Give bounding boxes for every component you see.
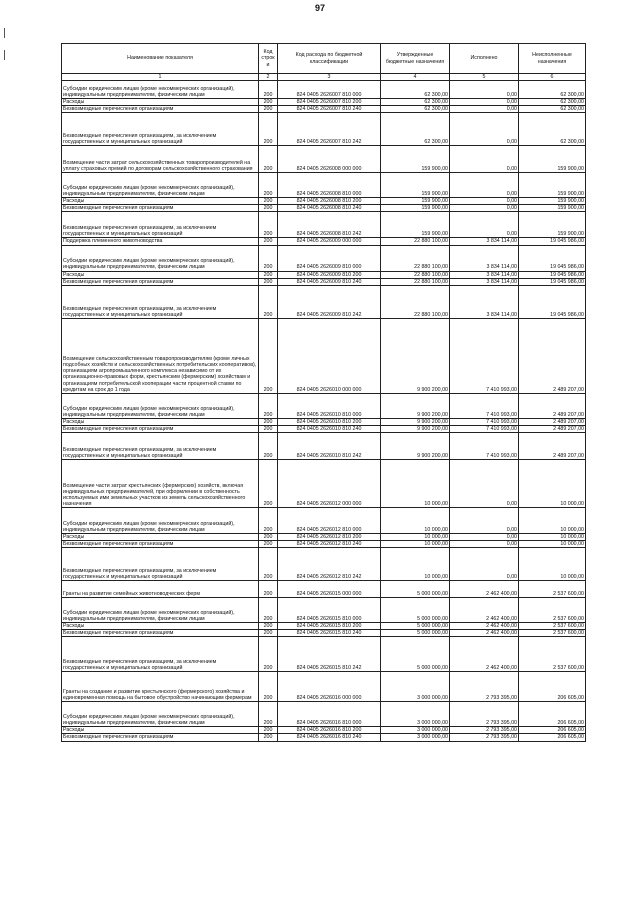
row-name: Безвозмездные перечисления организациям <box>62 541 259 548</box>
table-row <box>62 212 586 238</box>
row-name: Субсидии юридическим лицам (кроме некоммерческих организаций), индивидуальным предпринимателям, физическим лицам <box>62 81 259 99</box>
row-name: Безвозмездные перечисления организациям, за исключением государственных и муниципальных организаций <box>62 212 259 238</box>
header-classification-code: Код расхода по бюджетной классификации <box>278 44 381 74</box>
row-unexecuted: 19 045 986,00 <box>519 285 586 318</box>
table-row <box>62 533 586 540</box>
margin-mark <box>4 28 5 38</box>
row-line-code: 200 <box>259 146 278 173</box>
table-row <box>62 418 586 425</box>
table-row <box>62 548 586 581</box>
row-classification-code: 824 0405 2626007 810 200 <box>278 99 381 106</box>
table-row <box>62 581 586 598</box>
row-line-code: 200 <box>259 285 278 318</box>
row-approved: 9 900 200,00 <box>381 418 450 425</box>
row-line-code: 200 <box>259 548 278 581</box>
row-classification-code: 824 0405 2626015 000 000 <box>278 581 381 598</box>
row-executed: 0,00 <box>450 212 519 238</box>
row-approved: 22 880 100,00 <box>381 278 450 285</box>
row-executed: 0,00 <box>450 205 519 212</box>
row-classification-code: 824 0405 2626015 810 240 <box>278 630 381 637</box>
row-line-code: 200 <box>259 245 278 271</box>
row-executed: 3 834 114,00 <box>450 285 519 318</box>
table-row <box>62 245 586 271</box>
row-executed: 0,00 <box>450 81 519 99</box>
row-unexecuted: 206 605,00 <box>519 727 586 734</box>
row-classification-code: 824 0405 2626012 000 000 <box>278 459 381 507</box>
row-line-code: 200 <box>259 106 278 113</box>
table-row <box>62 99 586 106</box>
row-approved: 5 000 000,00 <box>381 623 450 630</box>
row-unexecuted: 2 489 207,00 <box>519 418 586 425</box>
row-executed: 0,00 <box>450 173 519 198</box>
row-unexecuted: 10 000,00 <box>519 548 586 581</box>
row-executed: 2 462 400,00 <box>450 581 519 598</box>
row-unexecuted: 206 605,00 <box>519 672 586 702</box>
table-row <box>62 734 586 741</box>
row-approved: 3 000 000,00 <box>381 734 450 741</box>
row-name: Безвозмездные перечисления организациям, за исключением государственных и муниципальных организаций <box>62 285 259 318</box>
row-line-code: 200 <box>259 533 278 540</box>
row-unexecuted: 10 000,00 <box>519 459 586 507</box>
row-classification-code: 824 0405 2626010 810 000 <box>278 393 381 418</box>
row-unexecuted: 2 537 600,00 <box>519 598 586 623</box>
row-approved: 10 000,00 <box>381 533 450 540</box>
row-executed: 0,00 <box>450 198 519 205</box>
row-line-code: 200 <box>259 459 278 507</box>
row-executed: 0,00 <box>450 533 519 540</box>
table-header-row <box>62 44 586 74</box>
row-name: Субсидии юридическим лицам (кроме некоммерческих организаций), индивидуальным предпринимателям, физическим лицам <box>62 598 259 623</box>
margin-mark <box>4 50 5 60</box>
row-unexecuted: 159 900,00 <box>519 146 586 173</box>
row-approved: 159 900,00 <box>381 173 450 198</box>
row-name: Поддержка племенного животноводства <box>62 238 259 245</box>
row-executed: 7 410 993,00 <box>450 418 519 425</box>
row-name: Субсидии юридическим лицам (кроме некоммерческих организаций), индивидуальным предпринимателям, физическим лицам <box>62 507 259 533</box>
row-classification-code: 824 0405 2626009 810 000 <box>278 245 381 271</box>
row-line-code: 200 <box>259 734 278 741</box>
row-executed: 0,00 <box>450 507 519 533</box>
row-executed: 2 462 400,00 <box>450 623 519 630</box>
table-row <box>62 285 586 318</box>
row-name: Субсидии юридическим лицам (кроме некоммерческих организаций), индивидуальным предпринимателям, физическим лицам <box>62 245 259 271</box>
row-name: Безвозмездные перечисления организациям <box>62 106 259 113</box>
row-classification-code: 824 0405 2626010 810 200 <box>278 418 381 425</box>
row-executed: 2 793 395,00 <box>450 672 519 702</box>
row-executed: 0,00 <box>450 459 519 507</box>
row-classification-code: 824 0405 2626016 000 000 <box>278 672 381 702</box>
table-row <box>62 81 586 99</box>
row-classification-code: 824 0405 2626008 810 240 <box>278 205 381 212</box>
column-number: 5 <box>450 74 519 81</box>
row-name: Гранты на развитие семейных животноводческих ферм <box>62 581 259 598</box>
header-approved: Утвержденные бюджетные назначения <box>381 44 450 74</box>
row-name: Расходы <box>62 727 259 734</box>
row-unexecuted: 206 605,00 <box>519 702 586 727</box>
row-unexecuted: 2 489 207,00 <box>519 393 586 418</box>
row-classification-code: 824 0405 2626008 810 000 <box>278 173 381 198</box>
row-classification-code: 824 0405 2626007 810 000 <box>278 81 381 99</box>
row-executed: 0,00 <box>450 548 519 581</box>
row-unexecuted: 19 045 986,00 <box>519 271 586 278</box>
row-name: Субсидии юридическим лицам (кроме некоммерческих организаций), индивидуальным предпринимателям, физическим лицам <box>62 173 259 198</box>
row-line-code: 200 <box>259 212 278 238</box>
row-line-code: 200 <box>259 541 278 548</box>
row-approved: 3 000 000,00 <box>381 727 450 734</box>
row-line-code: 200 <box>259 205 278 212</box>
row-unexecuted: 10 000,00 <box>519 541 586 548</box>
row-line-code: 200 <box>259 623 278 630</box>
row-line-code: 200 <box>259 507 278 533</box>
row-approved: 62 300,00 <box>381 99 450 106</box>
row-approved: 159 900,00 <box>381 212 450 238</box>
row-classification-code: 824 0405 2626008 810 242 <box>278 212 381 238</box>
row-line-code: 200 <box>259 598 278 623</box>
table-row <box>62 507 586 533</box>
table-row <box>62 113 586 146</box>
row-executed: 0,00 <box>450 113 519 146</box>
row-line-code: 200 <box>259 99 278 106</box>
row-approved: 62 300,00 <box>381 81 450 99</box>
row-line-code: 200 <box>259 702 278 727</box>
row-unexecuted: 62 300,00 <box>519 106 586 113</box>
row-name: Расходы <box>62 418 259 425</box>
row-classification-code: 824 0405 2626012 810 200 <box>278 533 381 540</box>
column-number: 6 <box>519 74 586 81</box>
row-executed: 2 793 395,00 <box>450 727 519 734</box>
row-classification-code: 824 0405 2626010 810 242 <box>278 432 381 459</box>
table-row <box>62 198 586 205</box>
row-approved: 3 000 000,00 <box>381 672 450 702</box>
row-unexecuted: 159 900,00 <box>519 173 586 198</box>
table-row <box>62 205 586 212</box>
row-executed: 0,00 <box>450 106 519 113</box>
row-name: Безвозмездные перечисления организациям <box>62 734 259 741</box>
row-executed: 2 793 395,00 <box>450 734 519 741</box>
header-unexecuted: Неисполненные назначения <box>519 44 586 74</box>
row-unexecuted: 62 300,00 <box>519 113 586 146</box>
table-row <box>62 727 586 734</box>
row-unexecuted: 159 900,00 <box>519 205 586 212</box>
row-unexecuted: 2 537 600,00 <box>519 623 586 630</box>
row-classification-code: 824 0405 2626012 810 242 <box>278 548 381 581</box>
row-line-code: 200 <box>259 318 278 393</box>
row-classification-code: 824 0405 2626010 000 000 <box>278 318 381 393</box>
row-name: Безвозмездные перечисления организациям <box>62 425 259 432</box>
row-line-code: 200 <box>259 727 278 734</box>
row-classification-code: 824 0405 2626015 810 242 <box>278 637 381 672</box>
row-line-code: 200 <box>259 630 278 637</box>
row-line-code: 200 <box>259 271 278 278</box>
row-name: Субсидии юридическим лицам (кроме некоммерческих организаций), индивидуальным предпринимателям, физическим лицам <box>62 393 259 418</box>
column-number: 3 <box>278 74 381 81</box>
table-row <box>62 702 586 727</box>
row-classification-code: 824 0405 2626016 810 240 <box>278 734 381 741</box>
row-approved: 5 000 000,00 <box>381 630 450 637</box>
table-row <box>62 173 586 198</box>
row-approved: 9 900 200,00 <box>381 432 450 459</box>
column-number: 4 <box>381 74 450 81</box>
row-line-code: 200 <box>259 637 278 672</box>
row-classification-code: 824 0405 2626015 810 000 <box>278 598 381 623</box>
row-unexecuted: 10 000,00 <box>519 533 586 540</box>
row-line-code: 200 <box>259 425 278 432</box>
row-line-code: 200 <box>259 278 278 285</box>
table-row <box>62 278 586 285</box>
row-executed: 3 834 114,00 <box>450 271 519 278</box>
row-classification-code: 824 0405 2626016 810 000 <box>278 702 381 727</box>
row-approved: 5 000 000,00 <box>381 598 450 623</box>
row-classification-code: 824 0405 2626015 810 200 <box>278 623 381 630</box>
column-number-row <box>62 74 586 81</box>
row-name: Возмещение части затрат сельскохозяйственных товаропроизводителей на уплату страховых премий по договорам сельскохозяйственного страхования <box>62 146 259 173</box>
row-executed: 3 834 114,00 <box>450 278 519 285</box>
row-name: Безвозмездные перечисления организациям, за исключением государственных и муниципальных организаций <box>62 637 259 672</box>
row-executed: 0,00 <box>450 146 519 173</box>
row-approved: 159 900,00 <box>381 198 450 205</box>
row-executed: 2 462 400,00 <box>450 637 519 672</box>
column-number: 1 <box>62 74 259 81</box>
row-classification-code: 824 0405 2626009 000 000 <box>278 238 381 245</box>
table-row <box>62 393 586 418</box>
row-approved: 62 300,00 <box>381 106 450 113</box>
row-approved: 3 000 000,00 <box>381 702 450 727</box>
row-name: Расходы <box>62 99 259 106</box>
row-unexecuted: 19 045 986,00 <box>519 245 586 271</box>
row-approved: 9 900 200,00 <box>381 425 450 432</box>
row-classification-code: 824 0405 2626012 810 240 <box>278 541 381 548</box>
row-executed: 2 462 400,00 <box>450 630 519 637</box>
row-name: Безвозмездные перечисления организациям, за исключением государственных и муниципальных организаций <box>62 432 259 459</box>
row-approved: 10 000,00 <box>381 459 450 507</box>
row-classification-code: 824 0405 2626007 810 240 <box>278 106 381 113</box>
row-name: Расходы <box>62 271 259 278</box>
row-unexecuted: 19 045 986,00 <box>519 238 586 245</box>
row-unexecuted: 206 605,00 <box>519 734 586 741</box>
row-approved: 22 880 100,00 <box>381 238 450 245</box>
table-row <box>62 318 586 393</box>
row-unexecuted: 19 045 986,00 <box>519 278 586 285</box>
row-name: Безвозмездные перечисления организациям <box>62 278 259 285</box>
row-approved: 5 000 000,00 <box>381 637 450 672</box>
row-classification-code: 824 0405 2626010 810 240 <box>278 425 381 432</box>
row-name: Субсидии юридическим лицам (кроме некоммерческих организаций), индивидуальным предпринимателям, физическим лицам <box>62 702 259 727</box>
table-row <box>62 432 586 459</box>
page-number: 97 <box>314 3 325 13</box>
row-classification-code: 824 0405 2626007 810 242 <box>278 113 381 146</box>
row-approved: 10 000,00 <box>381 548 450 581</box>
row-name: Безвозмездные перечисления организациям <box>62 630 259 637</box>
row-unexecuted: 2 537 600,00 <box>519 637 586 672</box>
row-classification-code: 824 0405 2626009 810 240 <box>278 278 381 285</box>
row-line-code: 200 <box>259 113 278 146</box>
row-name: Расходы <box>62 198 259 205</box>
table-row <box>62 637 586 672</box>
header-executed: Исполнено <box>450 44 519 74</box>
row-approved: 62 300,00 <box>381 113 450 146</box>
row-line-code: 200 <box>259 432 278 459</box>
table-row <box>62 271 586 278</box>
row-name: Расходы <box>62 533 259 540</box>
row-executed: 0,00 <box>450 541 519 548</box>
row-classification-code: 824 0405 2626012 810 000 <box>278 507 381 533</box>
row-unexecuted: 159 900,00 <box>519 212 586 238</box>
row-unexecuted: 62 300,00 <box>519 99 586 106</box>
row-executed: 0,00 <box>450 99 519 106</box>
row-executed: 7 410 993,00 <box>450 393 519 418</box>
row-classification-code: 824 0405 2626008 810 200 <box>278 198 381 205</box>
row-unexecuted: 2 489 207,00 <box>519 425 586 432</box>
row-name: Возмещение части затрат крестьянских (фермерских) хозяйств, включая индивидуальных предпринимателей, при оформлении в собственность используемых ими земельных участков из земель сельскохозяйственного назначения <box>62 459 259 507</box>
row-approved: 9 900 200,00 <box>381 393 450 418</box>
row-approved: 10 000,00 <box>381 541 450 548</box>
row-line-code: 200 <box>259 173 278 198</box>
row-executed: 2 793 395,00 <box>450 702 519 727</box>
row-line-code: 200 <box>259 393 278 418</box>
row-approved: 22 880 100,00 <box>381 245 450 271</box>
table-row <box>62 630 586 637</box>
row-line-code: 200 <box>259 672 278 702</box>
row-line-code: 200 <box>259 581 278 598</box>
row-approved: 22 880 100,00 <box>381 285 450 318</box>
row-name: Гранты на создание и развитие крестьянского (фермерского) хозяйства и единовременная помощь на бытовое обустройство начинающим фермерам <box>62 672 259 702</box>
row-name: Расходы <box>62 623 259 630</box>
row-unexecuted: 2 537 600,00 <box>519 581 586 598</box>
table-row <box>62 459 586 507</box>
row-classification-code: 824 0405 2626008 000 000 <box>278 146 381 173</box>
table-row <box>62 672 586 702</box>
row-unexecuted: 2 537 600,00 <box>519 630 586 637</box>
row-line-code: 200 <box>259 238 278 245</box>
row-classification-code: 824 0405 2626009 810 242 <box>278 285 381 318</box>
header-name: Наименование показателя <box>62 44 259 74</box>
row-unexecuted: 10 000,00 <box>519 507 586 533</box>
row-name: Возмещение сельскохозяйственным товаропроизводителям (кроме личных подсобных хозяйств и сельскохозяйственных потребительских кооперативов), организациям агропромышленного комплекса независимо от их организационно-правовых форм, крестьянским (фермерским) хозяйствам и организациям потребительской кооперации части процентной ставки по кредитам на срок до 1 года <box>62 318 259 393</box>
row-unexecuted: 2 489 207,00 <box>519 318 586 393</box>
table-row <box>62 541 586 548</box>
table-row <box>62 106 586 113</box>
row-approved: 9 900 200,00 <box>381 318 450 393</box>
table-row <box>62 425 586 432</box>
table-row <box>62 146 586 173</box>
table-row <box>62 623 586 630</box>
row-name: Безвозмездные перечисления организациям <box>62 205 259 212</box>
row-approved: 159 900,00 <box>381 205 450 212</box>
row-classification-code: 824 0405 2626016 810 200 <box>278 727 381 734</box>
row-executed: 2 462 400,00 <box>450 598 519 623</box>
row-approved: 10 000,00 <box>381 507 450 533</box>
row-name: Безвозмездные перечисления организациям, за исключением государственных и муниципальных организаций <box>62 113 259 146</box>
column-number: 2 <box>259 74 278 81</box>
row-executed: 7 410 993,00 <box>450 425 519 432</box>
table-row <box>62 598 586 623</box>
header-line-code: Код строк и <box>259 44 278 74</box>
row-executed: 3 834 114,00 <box>450 238 519 245</box>
row-unexecuted: 62 300,00 <box>519 81 586 99</box>
row-executed: 7 410 993,00 <box>450 432 519 459</box>
row-approved: 22 880 100,00 <box>381 271 450 278</box>
row-name: Безвозмездные перечисления организациям, за исключением государственных и муниципальных организаций <box>62 548 259 581</box>
row-unexecuted: 2 489 207,00 <box>519 432 586 459</box>
table-row <box>62 238 586 245</box>
row-classification-code: 824 0405 2626009 810 200 <box>278 271 381 278</box>
row-line-code: 200 <box>259 418 278 425</box>
row-executed: 3 834 114,00 <box>450 245 519 271</box>
row-line-code: 200 <box>259 198 278 205</box>
row-approved: 159 900,00 <box>381 146 450 173</box>
row-line-code: 200 <box>259 81 278 99</box>
row-approved: 5 000 000,00 <box>381 581 450 598</box>
row-executed: 7 410 993,00 <box>450 318 519 393</box>
row-unexecuted: 159 900,00 <box>519 198 586 205</box>
budget-execution-table <box>61 43 586 742</box>
